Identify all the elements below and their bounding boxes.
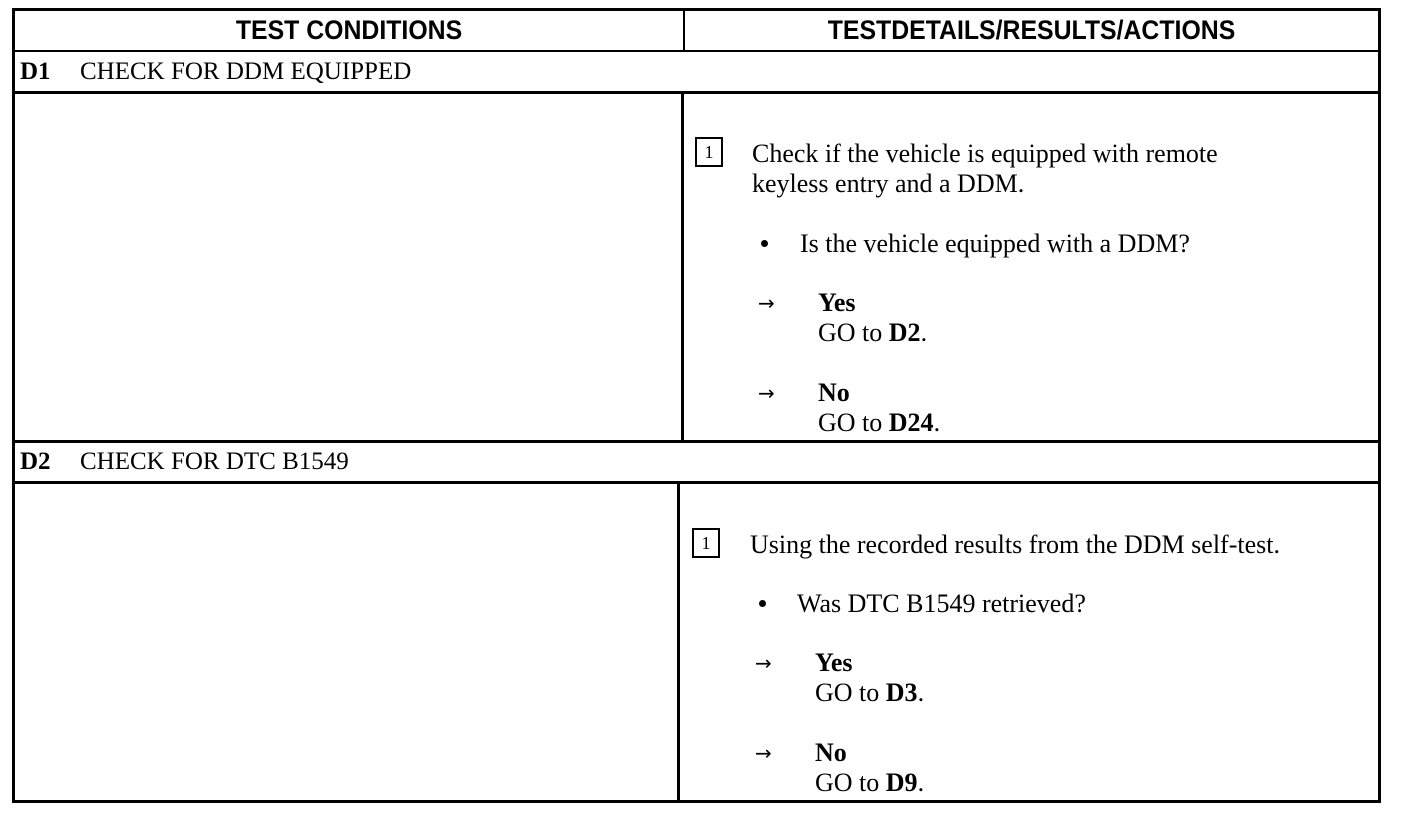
period: . <box>917 678 925 707</box>
period: . <box>920 318 928 347</box>
right-arrow-icon: → <box>758 381 775 405</box>
go-to-target[interactable]: D3 <box>885 678 918 707</box>
table-bottom-border <box>12 800 1381 803</box>
go-to-text: GO to <box>815 768 880 797</box>
table-right-border <box>1378 8 1381 803</box>
bullet-icon <box>761 240 768 247</box>
yes-label: Yes <box>818 288 856 317</box>
right-arrow-icon: → <box>755 741 772 765</box>
go-to-target[interactable]: D9 <box>885 768 918 797</box>
section-title: CHECK FOR DDM EQUIPPED <box>80 58 412 85</box>
section-title-d1 <box>20 52 411 92</box>
d1-column-divider <box>681 91 684 443</box>
instruction-text-continued: keyless entry and a DDM. <box>752 169 1025 198</box>
yes-label: Yes <box>815 648 853 677</box>
header-test-conditions: TEST CONDITIONS <box>235 15 463 45</box>
period: . <box>933 408 941 437</box>
go-to-text: GO to <box>818 408 883 437</box>
instruction-text: Using the recorded results from the DDM self-test. <box>750 530 1280 559</box>
d2-column-divider <box>677 481 680 803</box>
instruction-text: Check if the vehicle is equipped with remote <box>752 139 1218 168</box>
go-to-text: GO to <box>815 678 880 707</box>
right-arrow-icon: → <box>758 291 775 315</box>
no-label: No <box>815 738 847 767</box>
go-to-target[interactable]: D2 <box>888 318 921 347</box>
header-column-divider <box>683 8 685 52</box>
section-id: D2 <box>20 448 51 475</box>
period: . <box>917 768 925 797</box>
header-test-details: TESTDETAILS/RESULTS/ACTIONS <box>827 15 1236 45</box>
yes-action <box>818 318 927 348</box>
yes-action <box>815 678 924 708</box>
question-text: Was DTC B1549 retrieved? <box>797 589 1086 618</box>
section-id: D1 <box>20 58 51 85</box>
table-left-border <box>12 8 15 803</box>
step-number-box: 1 <box>692 528 720 558</box>
no-action <box>815 768 924 798</box>
right-arrow-icon: → <box>755 651 772 675</box>
section-title-d2 <box>20 442 349 482</box>
go-to-text: GO to <box>818 318 883 347</box>
question-text: Is the vehicle equipped with a DDM? <box>800 229 1190 258</box>
step-number-box: 1 <box>695 137 723 167</box>
section-title: CHECK FOR DTC B1549 <box>80 448 349 475</box>
go-to-target[interactable]: D24 <box>888 408 934 437</box>
no-label: No <box>818 378 850 407</box>
no-action <box>818 408 940 438</box>
bullet-icon <box>759 600 766 607</box>
